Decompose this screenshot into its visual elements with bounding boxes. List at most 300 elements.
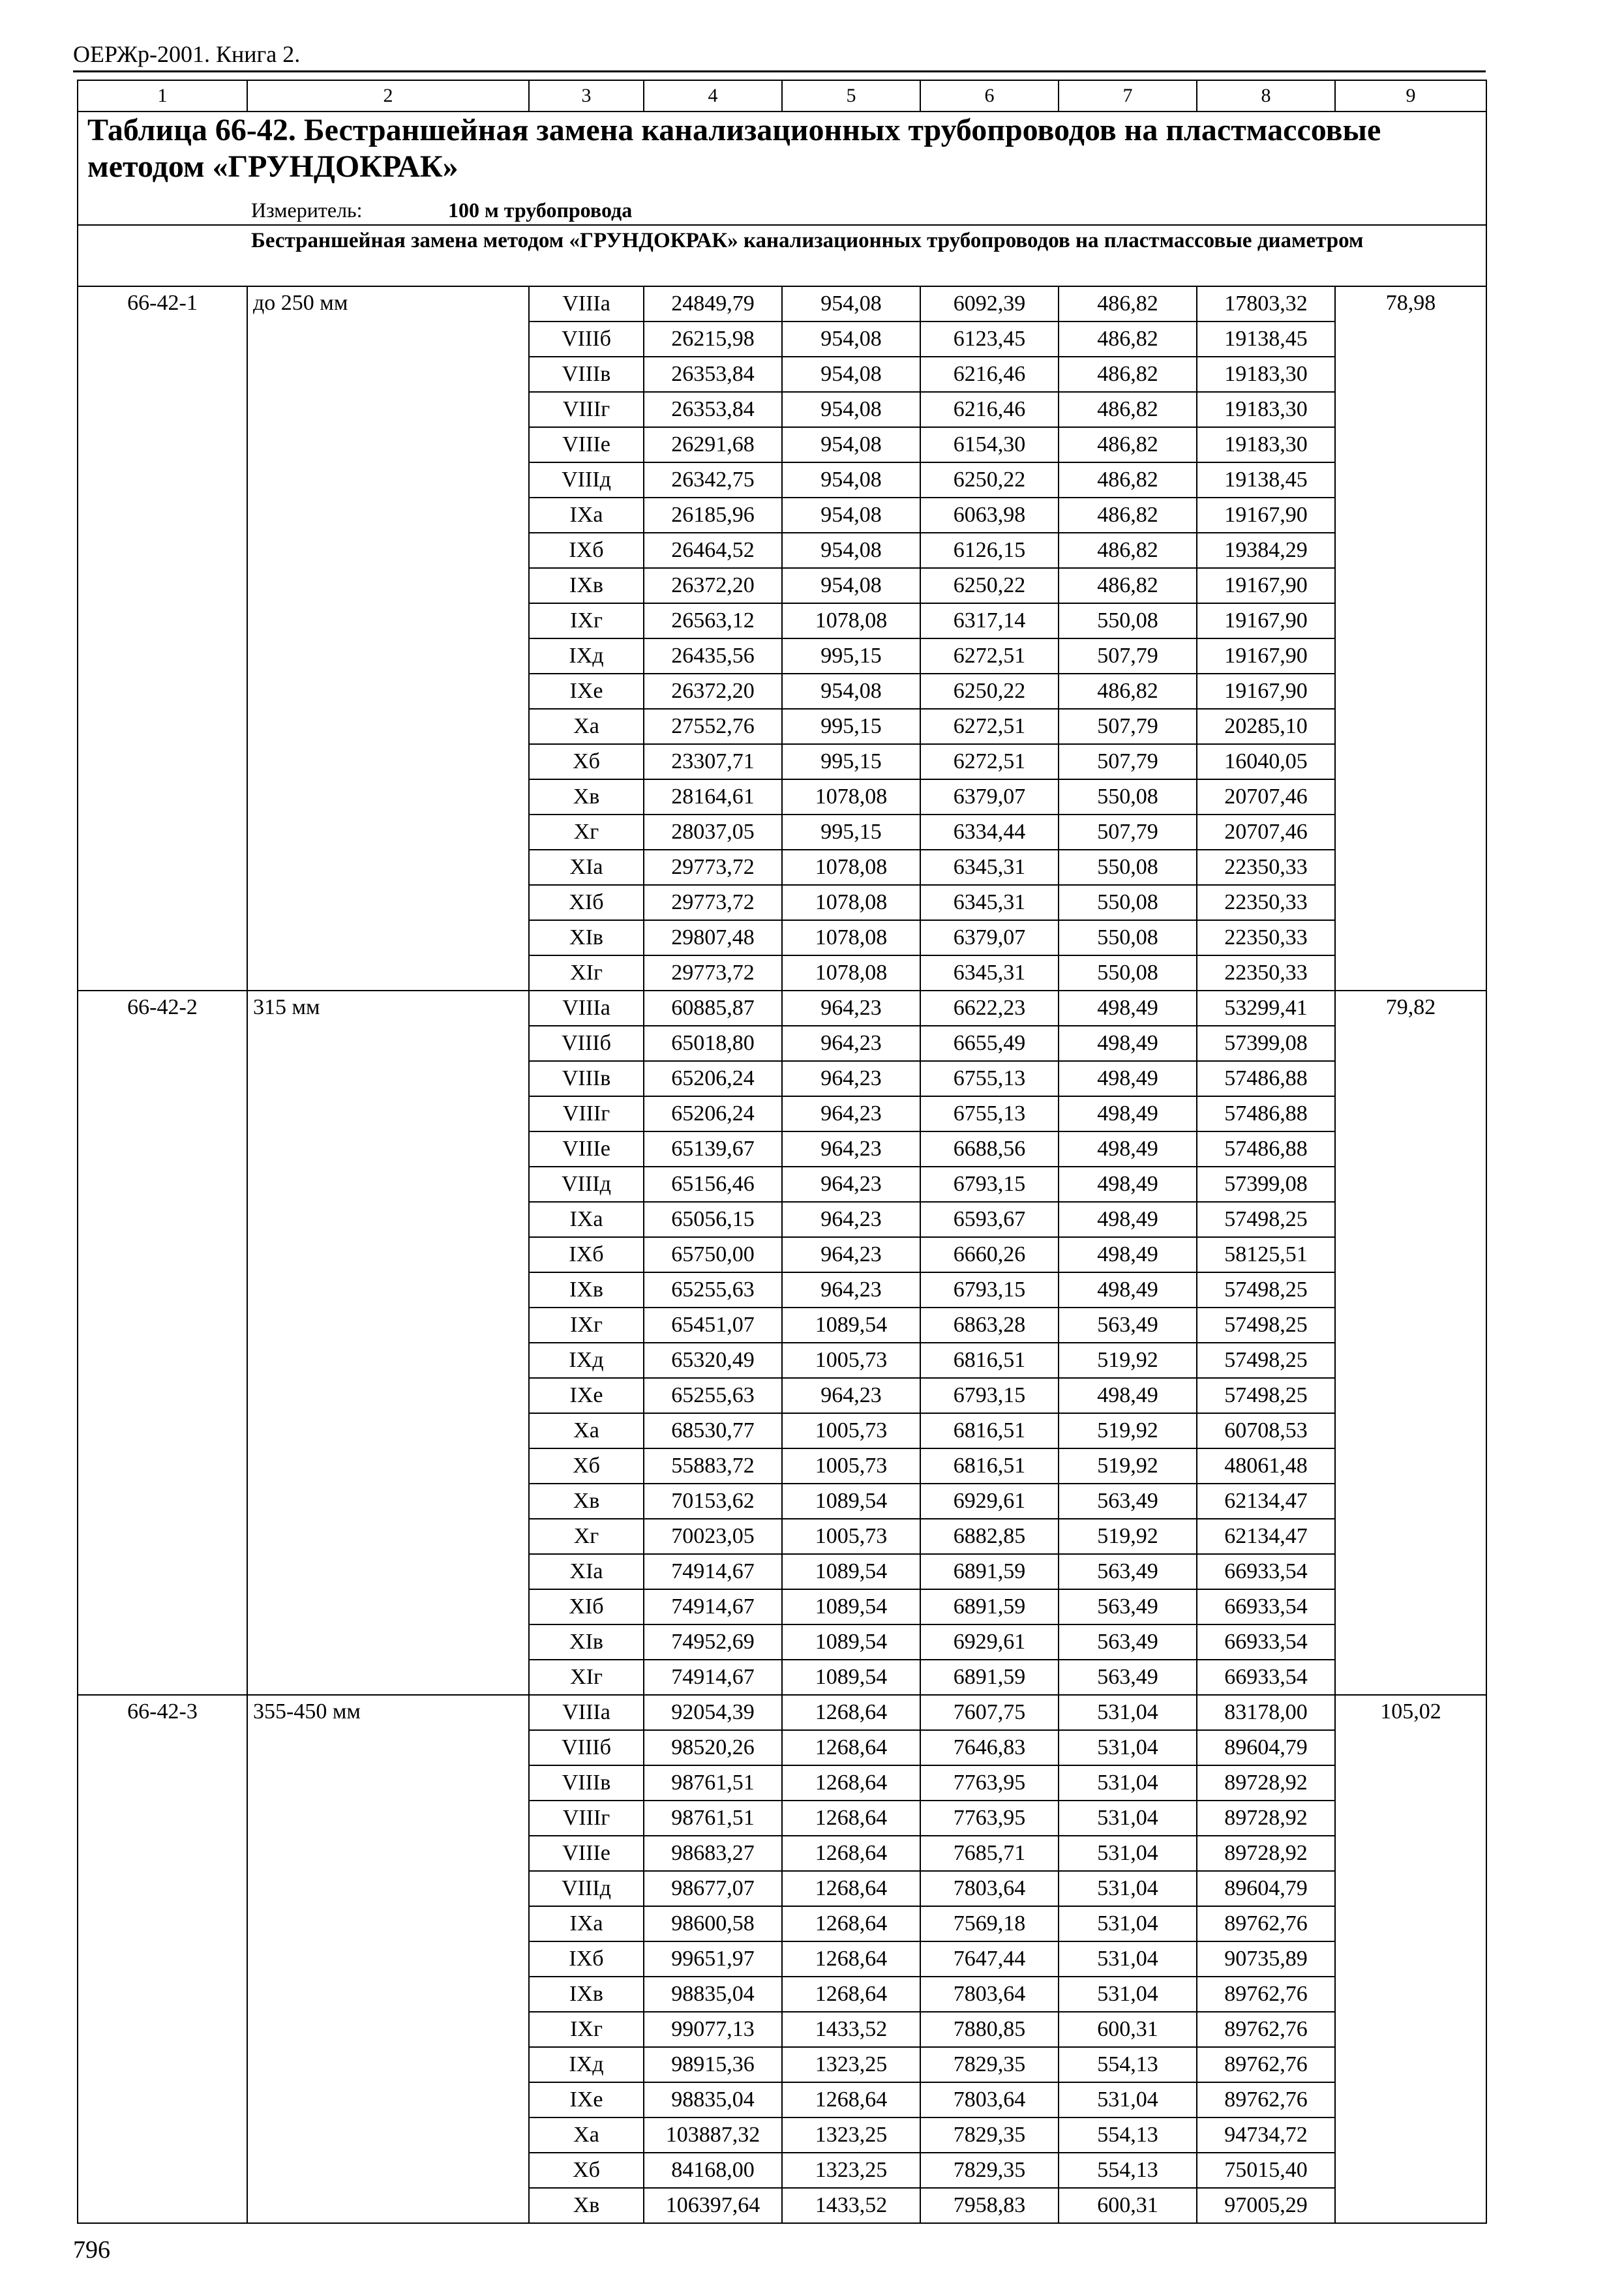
materials-cost-cell: 17803,32 [1197, 286, 1335, 322]
table-title-row [78, 112, 1486, 196]
machine-cost-cell: 7958,83 [920, 2188, 1059, 2223]
total-cost-cell: 98915,36 [644, 2047, 782, 2082]
total-cost-cell: 60885,87 [644, 991, 782, 1026]
operator-wage-cell: 550,08 [1059, 885, 1197, 920]
materials-cost-cell: 19167,90 [1197, 638, 1335, 674]
column-number-row [78, 80, 1486, 112]
machine-cost-cell: 6126,15 [920, 533, 1059, 568]
wage-cost-cell: 964,23 [782, 1272, 920, 1308]
machine-cost-cell: 6593,67 [920, 1202, 1059, 1237]
machine-cost-cell: 7803,64 [920, 1977, 1059, 2012]
total-cost-cell: 103887,32 [644, 2117, 782, 2153]
machine-cost-cell: 7646,83 [920, 1730, 1059, 1765]
total-cost-cell: 65018,80 [644, 1026, 782, 1061]
zone-cell: VIIIб [529, 1730, 644, 1765]
materials-cost-cell: 19183,30 [1197, 392, 1335, 427]
materials-cost-cell: 58125,51 [1197, 1237, 1335, 1272]
wage-cost-cell: 1078,08 [782, 920, 920, 955]
total-cost-cell: 28037,05 [644, 815, 782, 850]
wage-cost-cell: 964,23 [782, 1026, 920, 1061]
zone-cell: IXб [529, 1237, 644, 1272]
operator-wage-cell: 486,82 [1059, 533, 1197, 568]
zone-cell: VIIIе [529, 1131, 644, 1167]
materials-cost-cell: 89604,79 [1197, 1871, 1335, 1906]
total-cost-cell: 65206,24 [644, 1096, 782, 1131]
column-number: 1 [78, 80, 247, 112]
materials-cost-cell: 89762,76 [1197, 2047, 1335, 2082]
wage-cost-cell: 1005,73 [782, 1413, 920, 1448]
materials-cost-cell: 19183,30 [1197, 357, 1335, 392]
wage-cost-cell: 1323,25 [782, 2047, 920, 2082]
column-number: 9 [1335, 80, 1486, 112]
operator-wage-cell: 531,04 [1059, 1871, 1197, 1906]
measure-value: 100 м трубопровода [448, 198, 633, 222]
total-cost-cell: 65206,24 [644, 1061, 782, 1096]
pipe-diameter-cell: 355-450 мм [247, 1695, 529, 2223]
zone-cell: Xв [529, 1484, 644, 1519]
zone-cell: IXг [529, 603, 644, 638]
operator-wage-cell: 531,04 [1059, 1941, 1197, 1977]
wage-cost-cell: 1323,25 [782, 2153, 920, 2188]
wage-cost-cell: 1268,64 [782, 1801, 920, 1836]
zone-cell: IXа [529, 1202, 644, 1237]
machine-cost-cell: 7829,35 [920, 2047, 1059, 2082]
total-cost-cell: 26353,84 [644, 357, 782, 392]
machine-cost-cell: 6755,13 [920, 1061, 1059, 1096]
measure-row [78, 196, 1486, 225]
operator-wage-cell: 563,49 [1059, 1660, 1197, 1695]
machine-cost-cell: 6891,59 [920, 1554, 1059, 1589]
column-number: 2 [247, 80, 529, 112]
machine-cost-cell: 7685,71 [920, 1836, 1059, 1871]
total-cost-cell: 26353,84 [644, 392, 782, 427]
zone-cell: Xв [529, 2188, 644, 2223]
wage-cost-cell: 964,23 [782, 1131, 920, 1167]
materials-cost-cell: 20707,46 [1197, 815, 1335, 850]
price-table [77, 80, 1487, 2224]
zone-cell: VIIIд [529, 1167, 644, 1202]
materials-cost-cell: 22350,33 [1197, 850, 1335, 885]
total-cost-cell: 74914,67 [644, 1554, 782, 1589]
zone-cell: IXд [529, 2047, 644, 2082]
machine-cost-cell: 6755,13 [920, 1096, 1059, 1131]
total-cost-cell: 68530,77 [644, 1413, 782, 1448]
materials-cost-cell: 57498,25 [1197, 1378, 1335, 1413]
zone-cell: IXд [529, 1343, 644, 1378]
wage-cost-cell: 1078,08 [782, 885, 920, 920]
section-spacer [78, 225, 247, 286]
total-cost-cell: 98683,27 [644, 1836, 782, 1871]
total-cost-cell: 26185,96 [644, 498, 782, 533]
operator-wage-cell: 550,08 [1059, 920, 1197, 955]
total-cost-cell: 26435,56 [644, 638, 782, 674]
operator-wage-cell: 486,82 [1059, 286, 1197, 322]
machine-cost-cell: 7829,35 [920, 2117, 1059, 2153]
total-cost-cell: 65156,46 [644, 1167, 782, 1202]
wage-cost-cell: 1268,64 [782, 1906, 920, 1941]
machine-cost-cell: 6655,49 [920, 1026, 1059, 1061]
materials-cost-cell: 20707,46 [1197, 779, 1335, 815]
machine-cost-cell: 6334,44 [920, 815, 1059, 850]
materials-cost-cell: 57399,08 [1197, 1167, 1335, 1202]
total-cost-cell: 98600,58 [644, 1906, 782, 1941]
materials-cost-cell: 66933,54 [1197, 1589, 1335, 1624]
operator-wage-cell: 531,04 [1059, 1765, 1197, 1801]
operator-wage-cell: 498,49 [1059, 1131, 1197, 1167]
total-cost-cell: 26372,20 [644, 568, 782, 603]
materials-cost-cell: 19167,90 [1197, 498, 1335, 533]
total-cost-cell: 65139,67 [644, 1131, 782, 1167]
zone-cell: XIа [529, 850, 644, 885]
machine-cost-cell: 6317,14 [920, 603, 1059, 638]
wage-cost-cell: 1268,64 [782, 2082, 920, 2117]
zone-cell: Xа [529, 709, 644, 744]
total-cost-cell: 98835,04 [644, 1977, 782, 2012]
machine-cost-cell: 6622,23 [920, 991, 1059, 1026]
wage-cost-cell: 1433,52 [782, 2012, 920, 2047]
operator-wage-cell: 486,82 [1059, 322, 1197, 357]
operator-wage-cell: 498,49 [1059, 1378, 1197, 1413]
machine-cost-cell: 6092,39 [920, 286, 1059, 322]
zone-cell: XIб [529, 885, 644, 920]
wage-cost-cell: 954,08 [782, 462, 920, 498]
operator-wage-cell: 600,31 [1059, 2188, 1197, 2223]
zone-cell: IXб [529, 1941, 644, 1977]
machine-cost-cell: 6379,07 [920, 779, 1059, 815]
machine-cost-cell: 7607,75 [920, 1695, 1059, 1730]
total-cost-cell: 65255,63 [644, 1272, 782, 1308]
machine-cost-cell: 6250,22 [920, 568, 1059, 603]
total-cost-cell: 24849,79 [644, 286, 782, 322]
total-cost-cell: 55883,72 [644, 1448, 782, 1484]
rate-code-cell: 66-42-2 [78, 991, 247, 1695]
total-cost-cell: 74914,67 [644, 1589, 782, 1624]
total-cost-cell: 99077,13 [644, 2012, 782, 2047]
wage-cost-cell: 954,08 [782, 392, 920, 427]
table-row [78, 286, 1486, 322]
zone-cell: Xб [529, 1448, 644, 1484]
machine-cost-cell: 6891,59 [920, 1589, 1059, 1624]
operator-wage-cell: 498,49 [1059, 991, 1197, 1026]
machine-cost-cell: 6272,51 [920, 709, 1059, 744]
operator-wage-cell: 519,92 [1059, 1448, 1197, 1484]
operator-wage-cell: 531,04 [1059, 1730, 1197, 1765]
wage-cost-cell: 1078,08 [782, 955, 920, 991]
total-cost-cell: 26215,98 [644, 322, 782, 357]
zone-cell: VIIIа [529, 991, 644, 1026]
operator-wage-cell: 531,04 [1059, 1977, 1197, 2012]
wage-cost-cell: 964,23 [782, 1167, 920, 1202]
wage-cost-cell: 964,23 [782, 1096, 920, 1131]
column-number: 5 [782, 80, 920, 112]
materials-cost-cell: 57498,25 [1197, 1202, 1335, 1237]
wage-cost-cell: 1089,54 [782, 1660, 920, 1695]
materials-cost-cell: 19138,45 [1197, 322, 1335, 357]
operator-wage-cell: 554,13 [1059, 2153, 1197, 2188]
materials-cost-cell: 19167,90 [1197, 603, 1335, 638]
materials-cost-cell: 22350,33 [1197, 885, 1335, 920]
materials-cost-cell: 89762,76 [1197, 1906, 1335, 1941]
wage-cost-cell: 954,08 [782, 357, 920, 392]
operator-wage-cell: 563,49 [1059, 1624, 1197, 1660]
operator-wage-cell: 531,04 [1059, 2082, 1197, 2117]
section-row [78, 225, 1486, 286]
operator-wage-cell: 563,49 [1059, 1589, 1197, 1624]
wage-cost-cell: 1078,08 [782, 850, 920, 885]
column-number: 7 [1059, 80, 1197, 112]
rate-code-cell: 66-42-1 [78, 286, 247, 991]
zone-cell: IXг [529, 1308, 644, 1343]
operator-wage-cell: 563,49 [1059, 1484, 1197, 1519]
machine-cost-cell: 6379,07 [920, 920, 1059, 955]
operator-wage-cell: 563,49 [1059, 1308, 1197, 1343]
zone-cell: VIIIд [529, 1871, 644, 1906]
rate-code-cell: 66-42-3 [78, 1695, 247, 2223]
zone-cell: VIIIа [529, 1695, 644, 1730]
zone-cell: VIIIг [529, 1801, 644, 1836]
wage-cost-cell: 995,15 [782, 638, 920, 674]
zone-cell: IXв [529, 1272, 644, 1308]
materials-cost-cell: 53299,41 [1197, 991, 1335, 1026]
materials-cost-cell: 57486,88 [1197, 1061, 1335, 1096]
materials-cost-cell: 22350,33 [1197, 920, 1335, 955]
materials-cost-cell: 89762,76 [1197, 2082, 1335, 2117]
wage-cost-cell: 964,23 [782, 1237, 920, 1272]
total-cost-cell: 65255,63 [644, 1378, 782, 1413]
zone-cell: IXе [529, 674, 644, 709]
materials-cost-cell: 83178,00 [1197, 1695, 1335, 1730]
measure-spacer [78, 196, 247, 225]
machine-cost-cell: 6863,28 [920, 1308, 1059, 1343]
operator-wage-cell: 531,04 [1059, 1695, 1197, 1730]
operator-wage-cell: 531,04 [1059, 1836, 1197, 1871]
wage-cost-cell: 995,15 [782, 709, 920, 744]
materials-cost-cell: 19138,45 [1197, 462, 1335, 498]
operator-wage-cell: 550,08 [1059, 603, 1197, 638]
zone-cell: IXе [529, 2082, 644, 2117]
operator-wage-cell: 550,08 [1059, 955, 1197, 991]
materials-cost-cell: 94734,72 [1197, 2117, 1335, 2153]
total-cost-cell: 29773,72 [644, 955, 782, 991]
wage-cost-cell: 964,23 [782, 1061, 920, 1096]
wage-cost-cell: 1089,54 [782, 1624, 920, 1660]
measure-label: Измеритель: [251, 198, 363, 222]
total-cost-cell: 26372,20 [644, 674, 782, 709]
operator-wage-cell: 486,82 [1059, 427, 1197, 462]
wage-cost-cell: 1268,64 [782, 1730, 920, 1765]
zone-cell: IXв [529, 568, 644, 603]
operator-wage-cell: 498,49 [1059, 1202, 1197, 1237]
column-number: 6 [920, 80, 1059, 112]
materials-cost-cell: 75015,40 [1197, 2153, 1335, 2188]
total-cost-cell: 98835,04 [644, 2082, 782, 2117]
measure-cell [247, 196, 1486, 225]
table-row [78, 1695, 1486, 1730]
wage-cost-cell: 954,08 [782, 498, 920, 533]
operator-wage-cell: 498,49 [1059, 1272, 1197, 1308]
machine-cost-cell: 7569,18 [920, 1906, 1059, 1941]
materials-cost-cell: 57486,88 [1197, 1096, 1335, 1131]
machine-cost-cell: 6891,59 [920, 1660, 1059, 1695]
materials-cost-cell: 66933,54 [1197, 1554, 1335, 1589]
zone-cell: XIг [529, 1660, 644, 1695]
machine-cost-cell: 6345,31 [920, 885, 1059, 920]
wage-cost-cell: 995,15 [782, 744, 920, 779]
zone-cell: Xа [529, 1413, 644, 1448]
machine-cost-cell: 6793,15 [920, 1272, 1059, 1308]
zone-cell: Xб [529, 744, 644, 779]
materials-cost-cell: 57399,08 [1197, 1026, 1335, 1061]
wage-cost-cell: 1268,64 [782, 1695, 920, 1730]
zone-cell: IXб [529, 533, 644, 568]
total-cost-cell: 65750,00 [644, 1237, 782, 1272]
zone-cell: VIIIд [529, 462, 644, 498]
total-cost-cell: 98761,51 [644, 1801, 782, 1836]
labor-cost-cell: 105,02 [1335, 1695, 1486, 2223]
materials-cost-cell: 89728,92 [1197, 1765, 1335, 1801]
materials-cost-cell: 19167,90 [1197, 674, 1335, 709]
wage-cost-cell: 1089,54 [782, 1484, 920, 1519]
operator-wage-cell: 486,82 [1059, 568, 1197, 603]
section-title: Бестраншейная замена методом «ГРУНДОКРАК» канализационных трубопроводов на пластмассовые диаметром [247, 225, 1486, 286]
materials-cost-cell: 22350,33 [1197, 955, 1335, 991]
operator-wage-cell: 507,79 [1059, 815, 1197, 850]
operator-wage-cell: 554,13 [1059, 2117, 1197, 2153]
wage-cost-cell: 954,08 [782, 568, 920, 603]
operator-wage-cell: 486,82 [1059, 392, 1197, 427]
machine-cost-cell: 6272,51 [920, 638, 1059, 674]
wage-cost-cell: 1089,54 [782, 1308, 920, 1343]
operator-wage-cell: 498,49 [1059, 1237, 1197, 1272]
machine-cost-cell: 7647,44 [920, 1941, 1059, 1977]
zone-cell: VIIIв [529, 1061, 644, 1096]
materials-cost-cell: 66933,54 [1197, 1624, 1335, 1660]
operator-wage-cell: 507,79 [1059, 709, 1197, 744]
materials-cost-cell: 89604,79 [1197, 1730, 1335, 1765]
materials-cost-cell: 57498,25 [1197, 1272, 1335, 1308]
total-cost-cell: 98677,07 [644, 1871, 782, 1906]
materials-cost-cell: 57486,88 [1197, 1131, 1335, 1167]
zone-cell: XIб [529, 1589, 644, 1624]
table-row [78, 991, 1486, 1026]
machine-cost-cell: 6816,51 [920, 1413, 1059, 1448]
column-number: 8 [1197, 80, 1335, 112]
pipe-diameter-cell: до 250 мм [247, 286, 529, 991]
machine-cost-cell: 7803,64 [920, 1871, 1059, 1906]
machine-cost-cell: 6272,51 [920, 744, 1059, 779]
materials-cost-cell: 97005,29 [1197, 2188, 1335, 2223]
total-cost-cell: 26342,75 [644, 462, 782, 498]
zone-cell: VIIIг [529, 392, 644, 427]
zone-cell: IXв [529, 1977, 644, 2012]
zone-cell: VIIIа [529, 286, 644, 322]
zone-cell: Xг [529, 815, 644, 850]
total-cost-cell: 98520,26 [644, 1730, 782, 1765]
labor-cost-cell: 78,98 [1335, 286, 1486, 991]
materials-cost-cell: 19167,90 [1197, 568, 1335, 603]
total-cost-cell: 26291,68 [644, 427, 782, 462]
zone-cell: VIIIе [529, 427, 644, 462]
table-title: Таблица 66-42. Бестраншейная замена канализационных трубопроводов на пластмассовые методом «ГРУНДОКРАК» [78, 112, 1486, 196]
machine-cost-cell: 6816,51 [920, 1343, 1059, 1378]
zone-cell: IXд [529, 638, 644, 674]
machine-cost-cell: 7763,95 [920, 1801, 1059, 1836]
machine-cost-cell: 6250,22 [920, 462, 1059, 498]
wage-cost-cell: 1323,25 [782, 2117, 920, 2153]
wage-cost-cell: 1089,54 [782, 1589, 920, 1624]
total-cost-cell: 98761,51 [644, 1765, 782, 1801]
machine-cost-cell: 6216,46 [920, 392, 1059, 427]
machine-cost-cell: 6882,85 [920, 1519, 1059, 1554]
operator-wage-cell: 550,08 [1059, 850, 1197, 885]
materials-cost-cell: 20285,10 [1197, 709, 1335, 744]
wage-cost-cell: 1268,64 [782, 1941, 920, 1977]
wage-cost-cell: 954,08 [782, 286, 920, 322]
total-cost-cell: 65320,49 [644, 1343, 782, 1378]
machine-cost-cell: 6154,30 [920, 427, 1059, 462]
materials-cost-cell: 90735,89 [1197, 1941, 1335, 1977]
operator-wage-cell: 563,49 [1059, 1554, 1197, 1589]
operator-wage-cell: 498,49 [1059, 1096, 1197, 1131]
wage-cost-cell: 1433,52 [782, 2188, 920, 2223]
column-number: 3 [529, 80, 644, 112]
materials-cost-cell: 19384,29 [1197, 533, 1335, 568]
operator-wage-cell: 507,79 [1059, 744, 1197, 779]
wage-cost-cell: 1005,73 [782, 1343, 920, 1378]
materials-cost-cell: 66933,54 [1197, 1660, 1335, 1695]
operator-wage-cell: 519,92 [1059, 1343, 1197, 1378]
machine-cost-cell: 6929,61 [920, 1484, 1059, 1519]
wage-cost-cell: 1268,64 [782, 1765, 920, 1801]
zone-cell: XIв [529, 1624, 644, 1660]
machine-cost-cell: 6063,98 [920, 498, 1059, 533]
operator-wage-cell: 531,04 [1059, 1801, 1197, 1836]
materials-cost-cell: 16040,05 [1197, 744, 1335, 779]
header-rule [73, 70, 1486, 72]
total-cost-cell: 29773,72 [644, 885, 782, 920]
operator-wage-cell: 507,79 [1059, 638, 1197, 674]
total-cost-cell: 65451,07 [644, 1308, 782, 1343]
total-cost-cell: 106397,64 [644, 2188, 782, 2223]
total-cost-cell: 74952,69 [644, 1624, 782, 1660]
machine-cost-cell: 7803,64 [920, 2082, 1059, 2117]
total-cost-cell: 26464,52 [644, 533, 782, 568]
zone-cell: XIа [529, 1554, 644, 1589]
zone-cell: VIIIг [529, 1096, 644, 1131]
operator-wage-cell: 498,49 [1059, 1026, 1197, 1061]
operator-wage-cell: 486,82 [1059, 498, 1197, 533]
pipe-diameter-cell: 315 мм [247, 991, 529, 1695]
machine-cost-cell: 6216,46 [920, 357, 1059, 392]
wage-cost-cell: 1078,08 [782, 603, 920, 638]
operator-wage-cell: 486,82 [1059, 674, 1197, 709]
wage-cost-cell: 964,23 [782, 991, 920, 1026]
total-cost-cell: 27552,76 [644, 709, 782, 744]
zone-cell: IXе [529, 1378, 644, 1413]
materials-cost-cell: 89762,76 [1197, 1977, 1335, 2012]
total-cost-cell: 92054,39 [644, 1695, 782, 1730]
total-cost-cell: 84168,00 [644, 2153, 782, 2188]
machine-cost-cell: 7880,85 [920, 2012, 1059, 2047]
materials-cost-cell: 57498,25 [1197, 1343, 1335, 1378]
wage-cost-cell: 954,08 [782, 674, 920, 709]
total-cost-cell: 23307,71 [644, 744, 782, 779]
total-cost-cell: 29807,48 [644, 920, 782, 955]
zone-cell: XIг [529, 955, 644, 991]
total-cost-cell: 99651,97 [644, 1941, 782, 1977]
materials-cost-cell: 62134,47 [1197, 1484, 1335, 1519]
operator-wage-cell: 486,82 [1059, 357, 1197, 392]
